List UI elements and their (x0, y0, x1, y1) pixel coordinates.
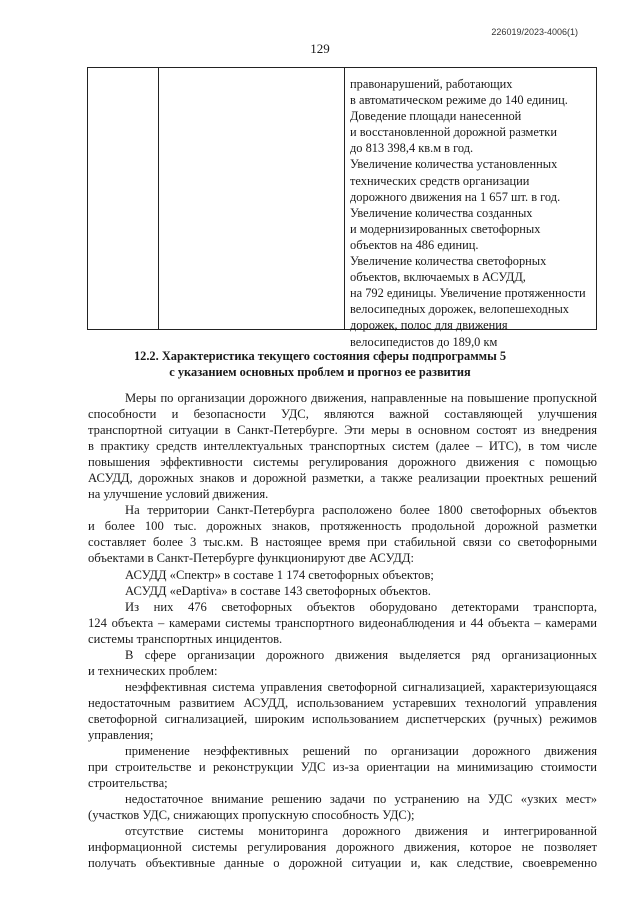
text-line: АСУДД «Спектр» в составе 1 174 светофорных объектов; (125, 567, 434, 582)
text-line: недостаточным развитием АСУДД, использованием устаревших технологий управления (88, 695, 597, 710)
table-cell-line: Увеличение количества светофорных (350, 254, 547, 269)
text-line: в практику средств интеллектуальных транспортных систем (далее – ИТС), в том числе (88, 439, 597, 454)
table-cell-expected-results (350, 76, 596, 350)
text-line: транспортной ситуации в Санкт-Петербурге. Эти меры в основном состоят из внедрения (88, 423, 597, 438)
text-line: при строительстве и реконструкции УДС из-за ориентации на минимизацию стоимости (88, 760, 597, 775)
section-heading-line-1: 12.2. Характеристика текущего состояния сферы подпрограммы 5 (133, 349, 507, 363)
text-line: На территории Санкт-Петербурга расположено более 1800 светофорных объектов (125, 503, 597, 518)
table-cell-line: и восстановленной дорожной разметки (350, 125, 557, 140)
text-line: отсутствие системы мониторинга дорожного движения и интегрированной (125, 824, 597, 839)
table-cell-line: на 792 единицы. Увеличение протяженности (350, 286, 586, 301)
table-cell-line: до 813 398,4 кв.м в год. (350, 141, 474, 156)
section-heading (0, 348, 640, 380)
text-line: и технических проблем: (88, 663, 218, 678)
table-cell-line: объектов, включаемых в АСУДД, (350, 270, 526, 285)
paragraph-problem-construction (88, 743, 597, 791)
paragraph-problem-signal-control (88, 679, 597, 743)
paragraph-problems-intro (88, 647, 597, 679)
text-line: применение неэффективных решений по организации дорожного движения (125, 744, 597, 759)
text-line: повышения эффективности системы регулирования дорожного движения с помощью (88, 455, 597, 470)
table-cell-line: велосипедных дорожек, велопешеходных (350, 302, 569, 317)
table-cell-line: правонарушений, работающих (350, 77, 513, 91)
text-line: Меры по организации дорожного движения, направленные на повышение пропускной (125, 391, 597, 405)
text-line: АСУДД «eDaptiva» в составе 143 светофорных объектов. (125, 583, 431, 598)
text-line: способности и безопасности УДС, являются важной составляющей улучшения (88, 407, 597, 422)
section-body (88, 390, 597, 871)
text-line: на улучшение условий движения. (88, 487, 269, 502)
text-line: составляет более 3 тыс.км. В настоящее время при стабильной связи со светофорными (88, 535, 597, 550)
text-line: Из них 476 светофорных объектов оборудовано детекторами транспорта, (125, 599, 597, 614)
paragraph-problem-monitoring (88, 823, 597, 871)
text-line: управления; (88, 727, 154, 742)
text-line: системы транспортных инцидентов. (88, 631, 283, 646)
text-line: светофорной сигнализацией, широким использованием диспетчерских (ручных) режимов (88, 711, 597, 726)
table-cell-line: в автоматическом режиме до 140 единиц. (350, 93, 568, 108)
text-line: недостаточное внимание решению задачи по устранению на УДС «узких мест» (125, 792, 597, 807)
table-cell-line: Доведение площади нанесенной (350, 109, 522, 124)
table-column-2 (158, 68, 345, 329)
table-cell-line: дорожек, полос для движения (350, 318, 508, 333)
paragraph-problem-bottlenecks (88, 791, 597, 823)
text-line: (участков УДС, снижающих пропускную способность УДС); (88, 808, 415, 823)
text-line: и более 100 тыс. дорожных знаков, протяженность продольной дорожной разметки (88, 519, 597, 534)
text-line: строительства; (88, 776, 168, 791)
table-cell-line: и модернизированных светофорных (350, 221, 541, 236)
table-cell-line: дорожного движения на 1 657 шт. в год. (350, 189, 561, 204)
paragraph-edaptiva (88, 583, 597, 599)
text-line: 124 объекта – камерами системы транспортного видеонаблюдения и 44 объекта – камерами (88, 615, 597, 630)
indicators-table (87, 67, 597, 349)
table-cell-line: Увеличение количества созданных (350, 205, 533, 220)
text-line: информационной системы регулирования дорожного движения, которое не позволяет (88, 840, 597, 855)
text-line: получать объективные данные о дорожной ситуации и, как следствие, своевременно (88, 856, 597, 871)
text-line: В сфере организации дорожного движения выделяется ряд организационных (125, 647, 597, 662)
table-cell-line: Увеличение количества установленных (350, 157, 558, 172)
paragraph-measures (88, 390, 597, 502)
paragraph-detectors (88, 599, 597, 647)
table-column-1 (88, 68, 159, 329)
paragraph-infrastructure (88, 502, 597, 566)
section-heading-line-2: с указанием основных проблем и прогноз ее развития (169, 365, 471, 379)
paragraph-spektr (88, 567, 597, 583)
document-registration-number: 226019/2023-4006(1) (491, 27, 578, 37)
table-cell-line: технических средств организации (350, 173, 530, 188)
text-line: АСУДД, дорожных знаков и дорожной разметки, а также реализации проектных решений (88, 471, 597, 486)
table-cell-line: объектов на 486 единиц. (350, 237, 479, 252)
page-number: 129 (310, 41, 330, 56)
text-line: объектами в Санкт-Петербурге функционируют две АСУДД: (88, 551, 414, 566)
text-line: неэффективная система управления светофорной сигнализацией, характеризующаяся (125, 679, 597, 694)
table-cell-line: велосипедистов до 189,0 км (350, 334, 498, 349)
